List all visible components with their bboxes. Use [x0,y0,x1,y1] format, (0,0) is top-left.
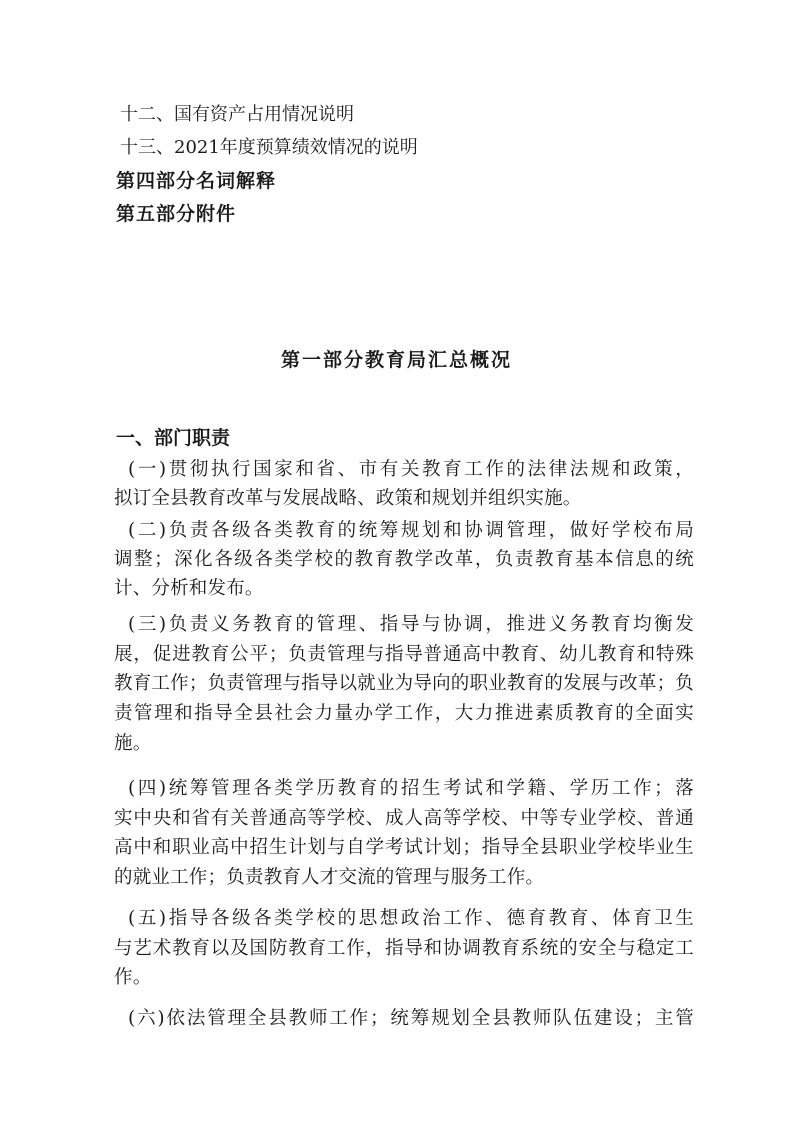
paragraph-line: 计、分析和发布。 [114,578,264,599]
toc-part: 第五部分附件 [116,203,237,225]
section-heading: 一、部门职责 [116,427,231,449]
toc-item: 十二、国有资产占用情况说明 [120,104,354,125]
paragraph-line: 展，促进教育公平；负责管理与指导普通高中教育、幼儿教育和特殊 [114,644,694,665]
part-title: 第一部分教育局汇总概况 [280,349,512,371]
paragraph-line: 教育工作；负责管理与指导以就业为导向的职业教育的发展与改革；负 [114,673,694,694]
paragraph-line: 高中和职业高中招生计划与自学考试计划；指导全县职业学校毕业生 [114,837,694,858]
paragraph-line: (三)负责义务教育的管理、指导与协调，推进义务教育均衡发 [128,614,694,635]
toc-item: 十三、2021年度预算绩效情况的说明 [120,137,418,158]
paragraph-line: 施。 [114,733,152,754]
paragraph-line: (五)指导各级各类学校的思想政治工作、德育教育、体育卫生 [128,908,694,929]
paragraph-line: 拟订全县教育改革与发展战略、政策和规划并组织实施。 [114,488,582,509]
paragraph-line: 作。 [114,967,152,988]
paragraph-line: (一)贯彻执行国家和省、市有关教育工作的法律法规和政策， [128,459,694,480]
paragraph-line: (六)依法管理全县教师工作；统筹规划全县教师队伍建设；主管 [128,1008,694,1029]
paragraph-line: 调整；深化各级各类学校的教育教学改革，负责教育基本信息的统 [114,549,694,570]
paragraph-line: 实中央和省有关普通高等学校、成人高等学校、中等专业学校、普通 [114,808,694,829]
paragraph-line: (四)统筹管理各类学历教育的招生考试和学籍、学历工作；落 [128,778,694,799]
paragraph-line: (二)负责各级各类教育的统筹规划和协调管理，做好学校布局 [128,520,694,541]
paragraph-line: 与艺术教育以及国防教育工作，指导和协调教育系统的安全与稳定工 [114,938,694,959]
paragraph-line: 的就业工作；负责教育人才交流的管理与服务工作。 [114,867,545,888]
toc-part: 第四部分名词解释 [116,170,277,192]
paragraph-line: 责管理和指导全县社会力量办学工作，大力推进素质教育的全面实 [114,703,694,724]
